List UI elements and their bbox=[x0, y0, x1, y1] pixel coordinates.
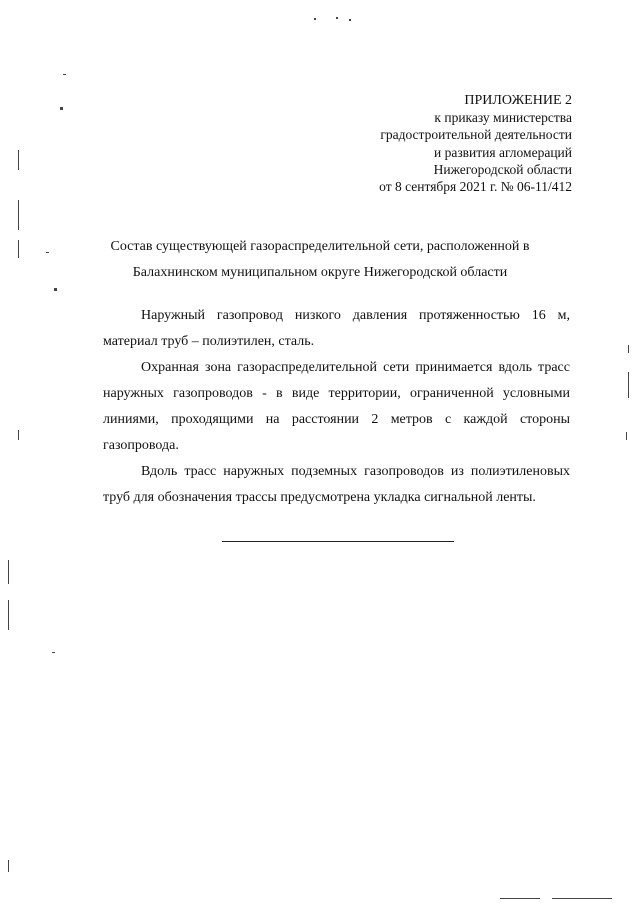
scan-speck bbox=[628, 345, 629, 353]
scan-speck bbox=[314, 18, 316, 20]
scan-speck bbox=[626, 432, 627, 440]
scan-speck bbox=[18, 430, 19, 440]
scan-speck bbox=[349, 19, 351, 21]
title-line: Балахнинском муниципальном округе Нижегородской области bbox=[132, 265, 508, 280]
scan-speck bbox=[8, 560, 9, 584]
scan-speck bbox=[60, 107, 63, 110]
body-paragraph: Вдоль трасс наружных подземных газопроводов из полиэтиленовых труб для обозначения трассы предусмотрена укладка сигнальной ленты. bbox=[103, 464, 570, 505]
appendix-order-date: от 8 сентября 2021 г. № 06-11/412 bbox=[379, 179, 572, 195]
scan-speck bbox=[18, 150, 19, 170]
scan-speck bbox=[54, 288, 57, 291]
scan-speck bbox=[552, 898, 612, 899]
scan-speck bbox=[8, 860, 9, 872]
title-line: Состав существующей газораспределительной сети, расположенной в bbox=[110, 239, 530, 254]
scan-speck bbox=[18, 240, 19, 258]
scan-speck bbox=[63, 74, 66, 75]
appendix-header bbox=[272, 92, 572, 195]
document-body bbox=[103, 303, 570, 511]
end-divider bbox=[222, 541, 454, 542]
scan-speck bbox=[46, 252, 49, 253]
appendix-line: градостроительной деятельности bbox=[380, 127, 572, 143]
body-paragraph: Охранная зона газораспределительной сети принимается вдоль трасс наружных газопроводов - в виде территории, ограниченной условными линиями, проходящими на расстоянии 2 метров с каждой стороны газопровода. bbox=[103, 360, 570, 453]
scan-speck bbox=[628, 372, 629, 398]
scan-speck bbox=[52, 652, 55, 653]
body-paragraph: Наружный газопровод низкого давления протяженностью 16 м, материал труб – полиэтилен, сталь. bbox=[103, 308, 570, 349]
appendix-line: Нижегородской области bbox=[433, 161, 572, 177]
scan-speck bbox=[8, 600, 9, 630]
scan-speck bbox=[18, 200, 19, 230]
appendix-line: к приказу министерства bbox=[434, 110, 572, 126]
document-title bbox=[80, 234, 560, 286]
appendix-line: и развития агломераций bbox=[433, 144, 572, 160]
scan-speck bbox=[500, 898, 540, 899]
appendix-label: ПРИЛОЖЕНИЕ 2 bbox=[464, 93, 572, 108]
scan-speck bbox=[336, 17, 338, 19]
